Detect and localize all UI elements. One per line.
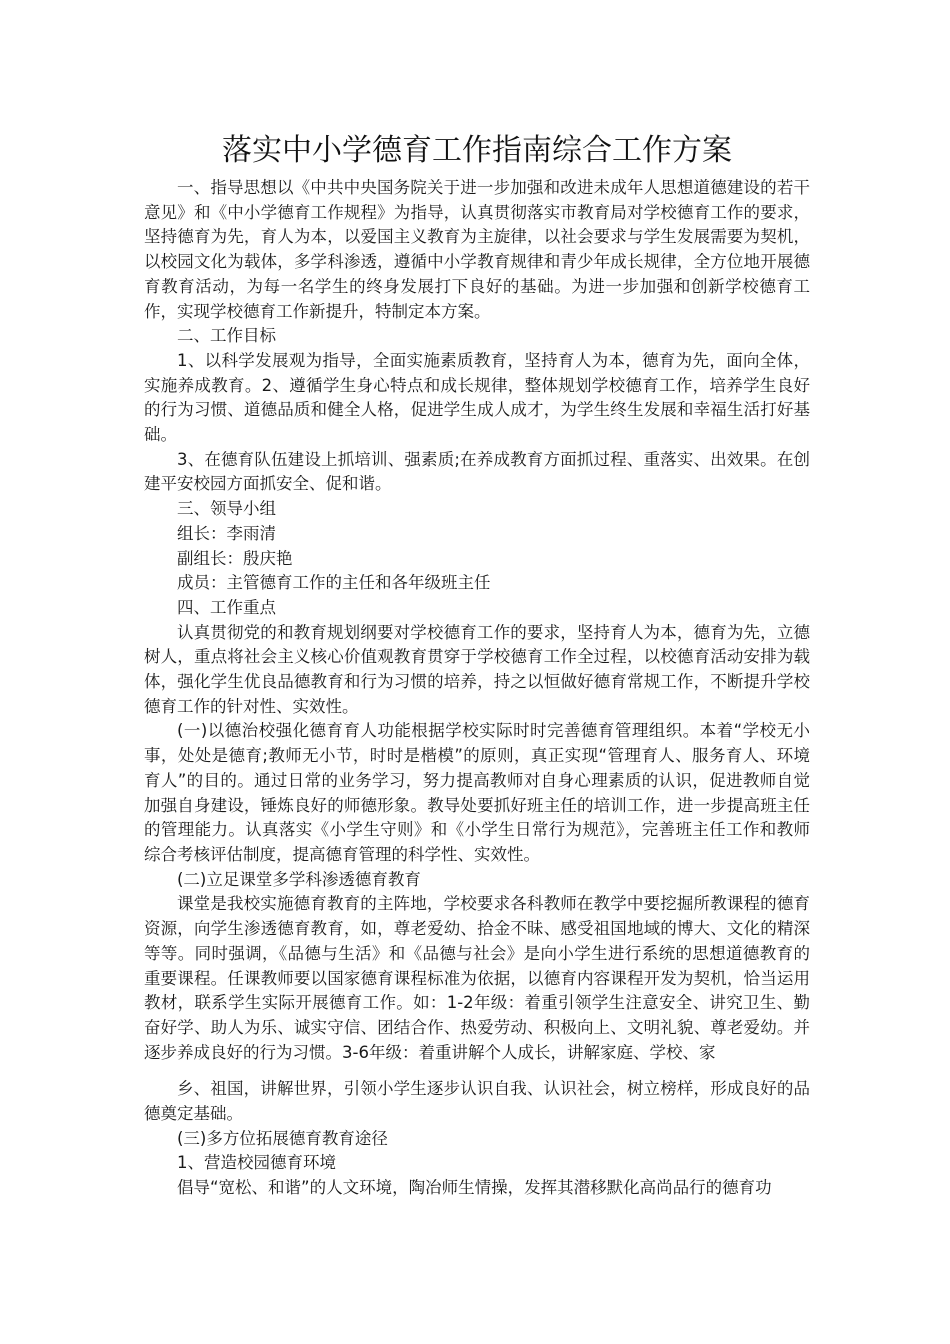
group-members: 成员：主管德育工作的主任和各年级班主任 bbox=[177, 573, 491, 593]
document-title: 落实中小学德育工作指南综合工作方案 bbox=[222, 133, 732, 168]
paragraph-campus-environment: 倡导“宽松、和谐”的人文环境，陶冶师生情操，发挥其潜移默化高尚品行的德育功 bbox=[177, 1178, 772, 1198]
paragraph-goals-1-2: 1、以科学发展观为指导，全面实施素质教育，坚持育人为本，德育为先，面向全体，实施养成教育。2、遵循学生身心特点和成长规律，整体规划学校德育工作，培养学生良好的行为习惯、道德品质和健全人格，促进学生成人成才，为学生终生发展和幸福生活打好基础。 bbox=[144, 350, 810, 445]
paragraph-guiding-ideology: 一、指导思想以《中共中央国务院关于进一步加强和改进未成年人思想道德建设的若干意见》和《中小学德育工作规程》为指导，认真贯彻落实市教育局对学校德育工作的要求，坚持德育为先，育人为本，以爱国主义教育为主旋律，以社会要求与学生发展需要为契机，以校园文化为载体，多学科渗透，遵循中小学教育规律和青少年成长规律，全方位地开展德育教育活动，为每一名学生的终身发展打下良好的基础。为进一步加强和创新学校德育工作，实现学校德育工作新提升，特制定本方案。 bbox=[144, 178, 810, 321]
heading-campus-environment: 1、营造校园德育环境 bbox=[177, 1153, 336, 1173]
heading-section-two: (二)立足课堂多学科渗透德育教育 bbox=[177, 869, 421, 889]
heading-section-three: (三)多方位拓展德育教育途径 bbox=[177, 1128, 388, 1148]
heading-work-goals: 二、工作目标 bbox=[177, 326, 276, 346]
paragraph-classroom: 课堂是我校实施德育教育的主阵地，学校要求各科教师在教学中要挖掘所教课程的德育资源，向学生渗透德育教育，如，尊老爱幼、拾金不昧、感受祖国地域的博大、文化的精深等等。同时强调，《品德与生活》和《品德与社会》是向小学生进行系统的思想道德教育的重要课程。任课教师要以国家德育课程标准为依据，以德育内容课程开发为契机，恰当运用教材，联系学生实际开展德育工作。如：1-2年级：着重引领学生注意安全、讲究卫生、勤奋好学、助人为乐、诚实守信、团结合作、热爱劳动、积极向上、文明礼貌、尊老爱幼。并逐步养成良好的行为习惯。3-6年级：着重讲解个人成长，讲解家庭、学校、家 bbox=[144, 894, 810, 1062]
heading-leadership-group: 三、领导小组 bbox=[177, 499, 276, 519]
paragraph-goal-3: 3、在德育队伍建设上抓培训、强素质;在养成教育方面抓过程、重落实、出效果。在创建平安校园方面抓安全、促和谐。 bbox=[144, 449, 810, 494]
group-leader: 组长：李雨清 bbox=[177, 523, 276, 543]
paragraph-classroom-continued: 乡、祖国，讲解世界，引领小学生逐步认识自我、认识社会，树立榜样，形成良好的品德奠定基础。 bbox=[144, 1079, 810, 1124]
paragraph-section-one: (一)以德治校强化德育育人功能根据学校实际时时完善德育管理组织。本着“学校无小事，处处是德育;教师无小节，时时是楷模”的原则，真正实现“管理育人、服务育人、环境育人”的目的。通过日常的业务学习，努力提高教师对自身心理素质的认识，促进教师自觉加强自身建设，锤炼良好的师德形象。教导处要抓好班主任的培训工作，进一步提高班主任的管理能力。认真落实《小学生守则》和《小学生日常行为规范》，完善班主任工作和教师综合考核评估制度，提高德育管理的科学性、实效性。 bbox=[144, 721, 810, 864]
heading-work-focus: 四、工作重点 bbox=[177, 597, 276, 617]
paragraph-work-focus: 认真贯彻党的和教育规划纲要对学校德育工作的要求，坚持育人为本，德育为先，立德树人，重点将社会主义核心价值观教育贯穿于学校德育工作全过程，以校德育活动安排为载体，强化学生优良品德教育和行为习惯的培养，持之以恒做好德育常规工作，不断提升学校德育工作的针对性、实效性。 bbox=[144, 622, 810, 716]
document-page bbox=[144, 128, 810, 1201]
deputy-group-leader: 副组长：殷庆艳 bbox=[177, 548, 293, 568]
